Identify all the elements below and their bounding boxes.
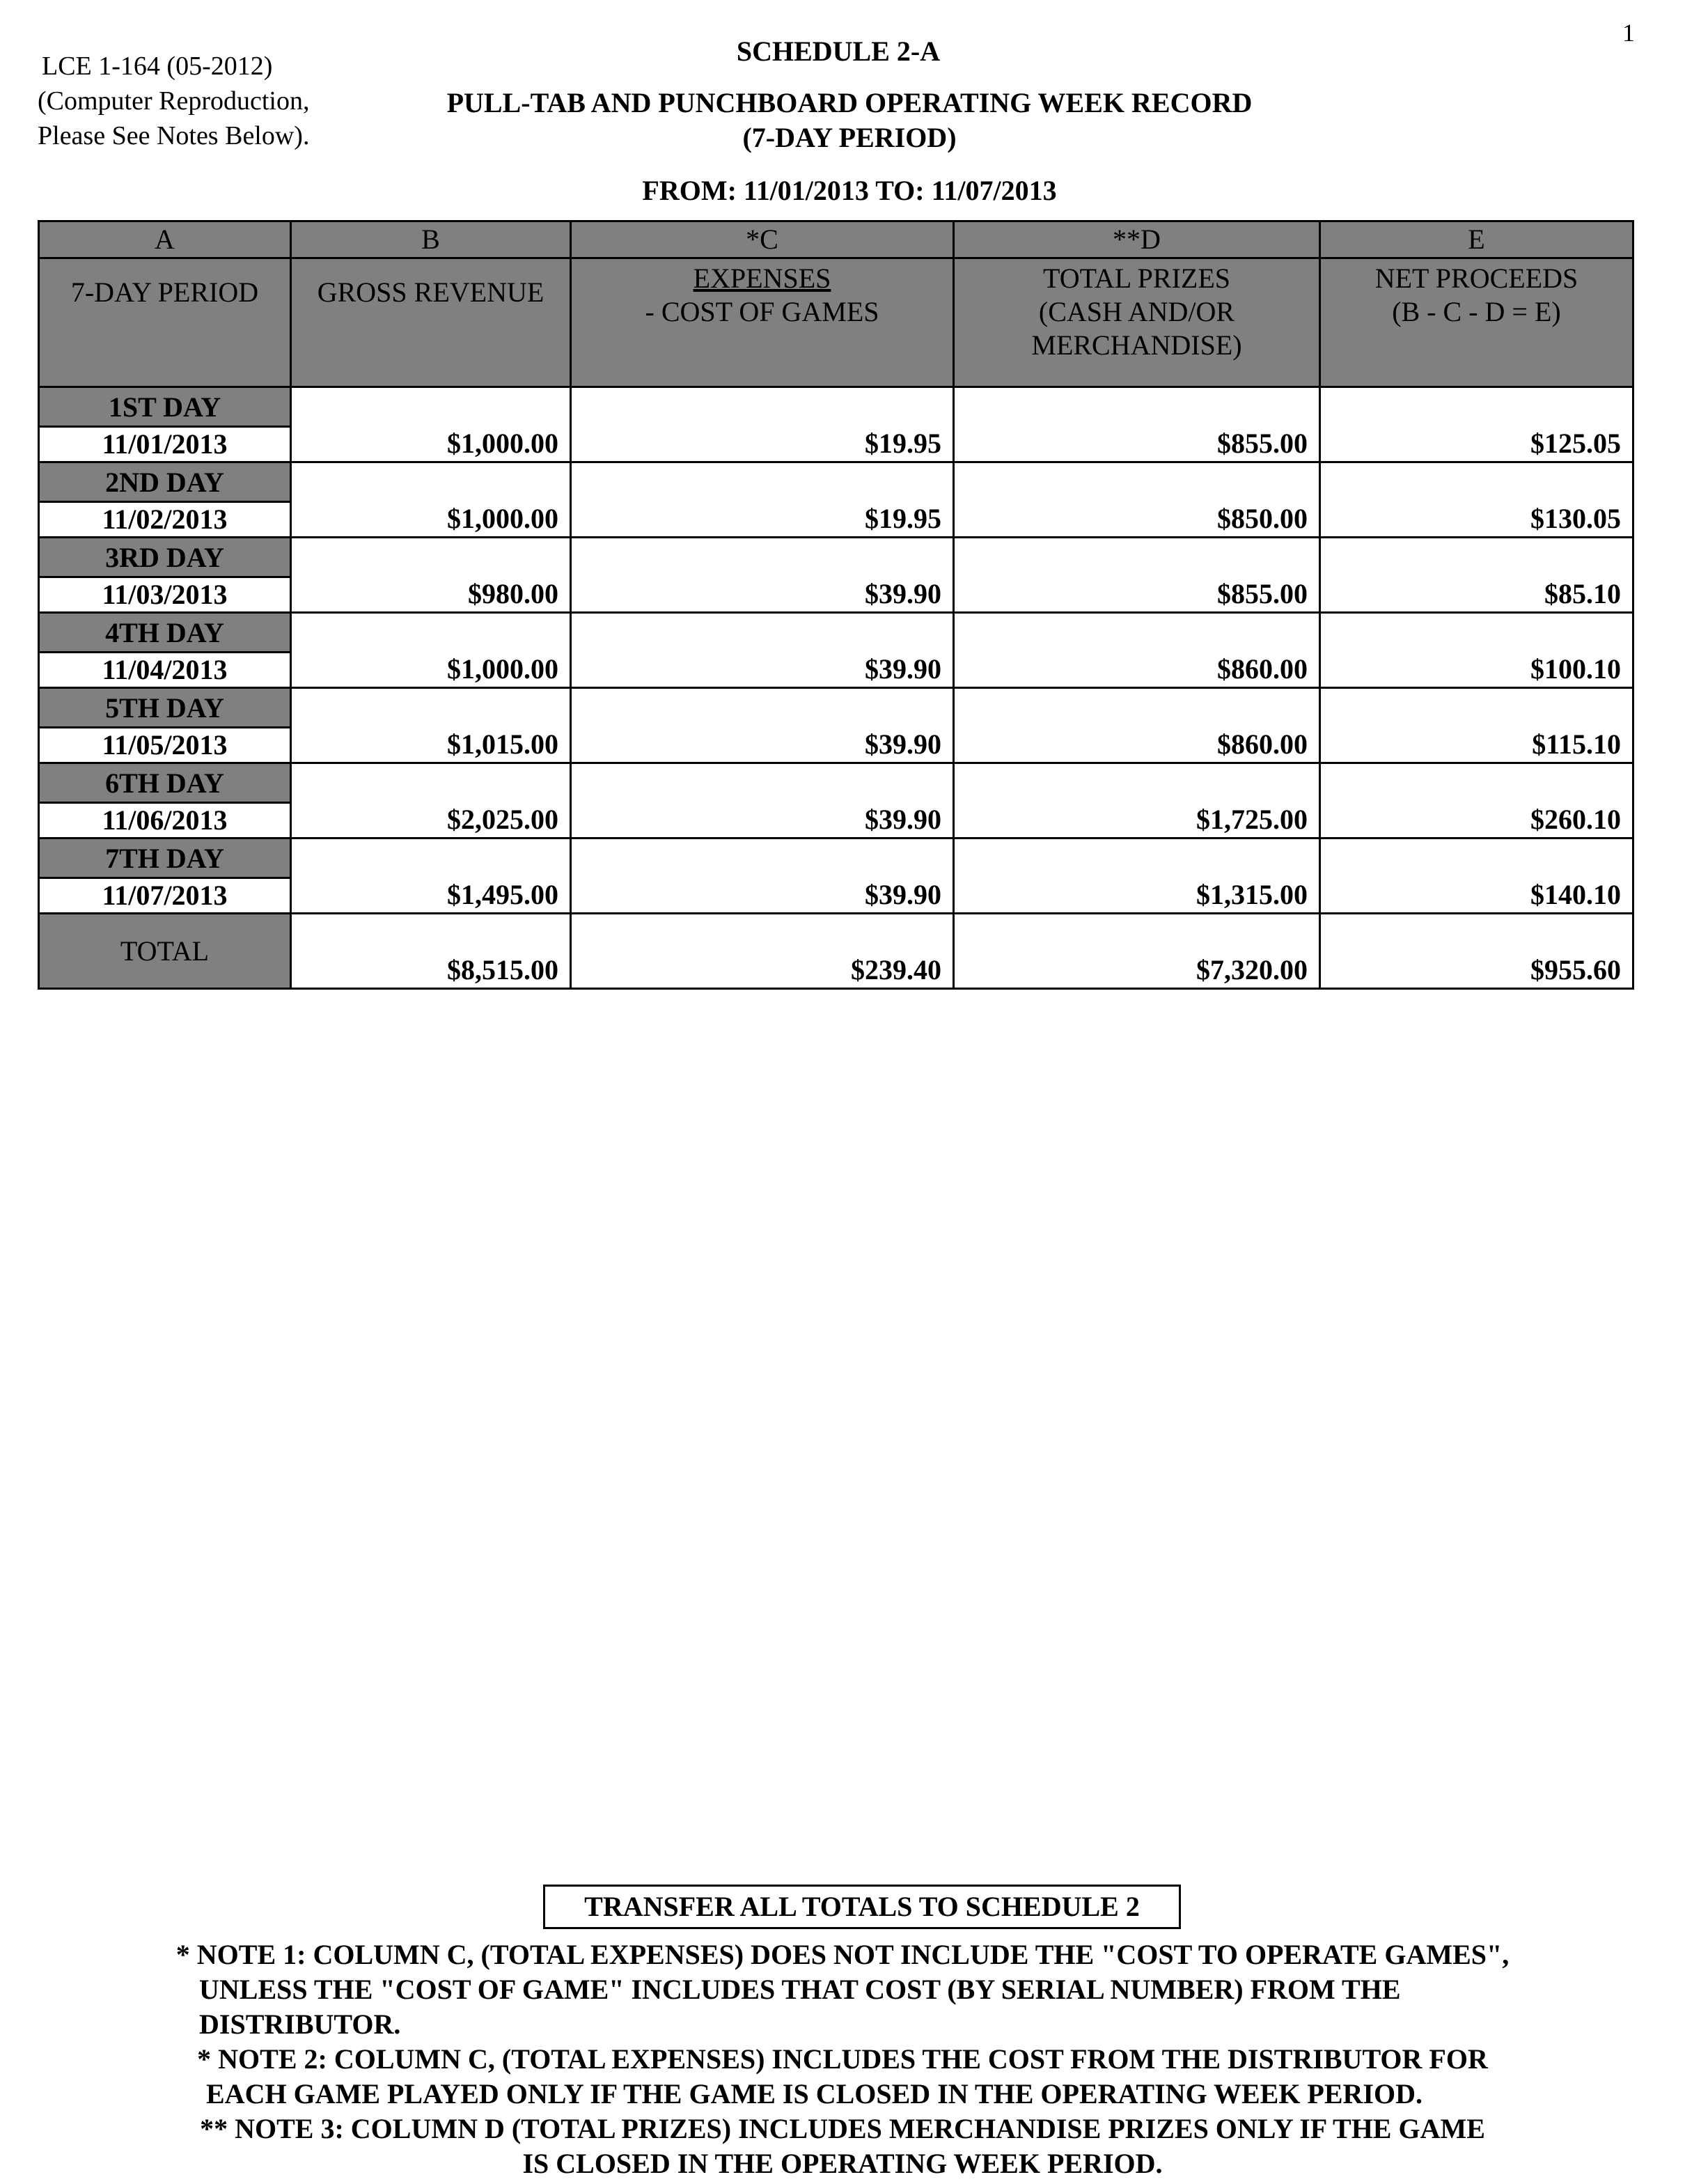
gross-revenue-cell: $1,000.00 — [291, 462, 571, 538]
day-date: 11/05/2013 — [40, 726, 290, 762]
net-proceeds-cell: $85.10 — [1320, 538, 1633, 613]
expenses-cell: $39.90 — [571, 688, 954, 763]
table-row — [39, 763, 1633, 838]
column-header-b: B GROSS REVENUE — [291, 221, 571, 387]
day-label: 2ND DAY — [105, 467, 224, 498]
document-title: PULL-TAB AND PUNCHBOARD OPERATING WEEK RECORD — [446, 87, 1253, 118]
expenses-cell: $39.90 — [571, 838, 954, 914]
operating-week-table — [38, 220, 1634, 990]
document-subtitle: (7-DAY PERIOD) — [742, 122, 957, 153]
day-date: 11/02/2013 — [40, 501, 290, 536]
day-label: 5TH DAY — [105, 692, 224, 724]
day-label: 7TH DAY — [105, 843, 224, 874]
table-header-row — [39, 221, 1633, 387]
gross-revenue-cell: $1,015.00 — [291, 688, 571, 763]
note-2: * NOTE 2: COLUMN C, (TOTAL EXPENSES) INCLUDES THE COST FROM THE DISTRIBUTOR FOR EACH GAME PLAYED ONLY IF THE GAME IS CLOSED IN THE OPERATING WEEK PERIOD. — [197, 2043, 1488, 2109]
gross-revenue-cell: $1,495.00 — [291, 838, 571, 914]
table-row — [39, 387, 1633, 462]
net-proceeds-cell: $140.10 — [1320, 838, 1633, 914]
prizes-cell: $855.00 — [954, 387, 1320, 462]
day-label: 3RD DAY — [105, 542, 224, 573]
prizes-cell: $1,725.00 — [954, 763, 1320, 838]
expenses-cell: $39.90 — [571, 763, 954, 838]
column-header-e: E NET PROCEEDS (B - C - D = E) — [1320, 221, 1633, 387]
net-proceeds-cell: $100.10 — [1320, 613, 1633, 688]
total-prizes: $7,320.00 — [954, 914, 1320, 989]
prizes-cell: $1,315.00 — [954, 838, 1320, 914]
expenses-cell: $39.90 — [571, 613, 954, 688]
prizes-cell: $855.00 — [954, 538, 1320, 613]
table-row — [39, 688, 1633, 763]
totals-row — [39, 914, 1633, 989]
gross-revenue-cell: $2,025.00 — [291, 763, 571, 838]
table-row — [39, 462, 1633, 538]
transfer-notice: TRANSFER ALL TOTALS TO SCHEDULE 2 — [543, 1885, 1181, 1929]
gross-revenue-cell: $1,000.00 — [291, 613, 571, 688]
table-row — [39, 838, 1633, 914]
day-date: 11/07/2013 — [40, 877, 290, 912]
period-range: FROM: 11/01/2013 TO: 11/07/2013 — [642, 175, 1057, 206]
footnotes — [0, 1937, 1685, 2181]
table-row — [39, 613, 1633, 688]
net-proceeds-cell: $125.05 — [1320, 387, 1633, 462]
total-gross-revenue: $8,515.00 — [291, 914, 571, 989]
day-label: 1ST DAY — [108, 391, 221, 423]
note-3: ** NOTE 3: COLUMN D (TOTAL PRIZES) INCLUDES MERCHANDISE PRIZES ONLY IF THE GAME IS CLOSED IN THE OPERATING WEEK PERIOD. — [200, 2113, 1485, 2179]
net-proceeds-cell: $115.10 — [1320, 688, 1633, 763]
expenses-cell: $39.90 — [571, 538, 954, 613]
total-net-proceeds: $955.60 — [1320, 914, 1633, 989]
total-expenses: $239.40 — [571, 914, 954, 989]
column-header-c: *C EXPENSES - COST OF GAMES — [571, 221, 954, 387]
day-date: 11/06/2013 — [40, 802, 290, 837]
day-label: 4TH DAY — [105, 617, 224, 648]
table-row — [39, 538, 1633, 613]
day-date: 11/01/2013 — [40, 426, 290, 461]
column-header-a: A 7-DAY PERIOD — [39, 221, 291, 387]
net-proceeds-cell: $130.05 — [1320, 462, 1633, 538]
expenses-cell: $19.95 — [571, 387, 954, 462]
day-date: 11/04/2013 — [40, 651, 290, 687]
form-id-line: LCE 1-164 (05-2012) — [42, 52, 273, 81]
expenses-cell: $19.95 — [571, 462, 954, 538]
prizes-cell: $860.00 — [954, 613, 1320, 688]
schedule-heading: SCHEDULE 2-A — [736, 36, 941, 67]
day-label: 6TH DAY — [105, 767, 224, 799]
note-1: * NOTE 1: COLUMN C, (TOTAL EXPENSES) DOES NOT INCLUDE THE "COST TO OPERATE GAMES", UNLESS THE "COST OF GAME" INCLUDES THAT COST (BY SERIAL NUMBER) FROM THE DISTRIBUTOR. — [175, 1939, 1510, 2040]
form-id-line: Please See Notes Below). — [38, 121, 310, 150]
prizes-cell: $860.00 — [954, 688, 1320, 763]
column-header-d: **D TOTAL PRIZES (CASH AND/OR MERCHANDISE) — [954, 221, 1320, 387]
total-label-cell: TOTAL — [39, 914, 291, 989]
page-number: 1 — [1622, 19, 1635, 47]
form-id-line: (Computer Reproduction, — [38, 86, 310, 116]
prizes-cell: $850.00 — [954, 462, 1320, 538]
net-proceeds-cell: $260.10 — [1320, 763, 1633, 838]
day-date: 11/03/2013 — [40, 576, 290, 611]
gross-revenue-cell: $1,000.00 — [291, 387, 571, 462]
gross-revenue-cell: $980.00 — [291, 538, 571, 613]
